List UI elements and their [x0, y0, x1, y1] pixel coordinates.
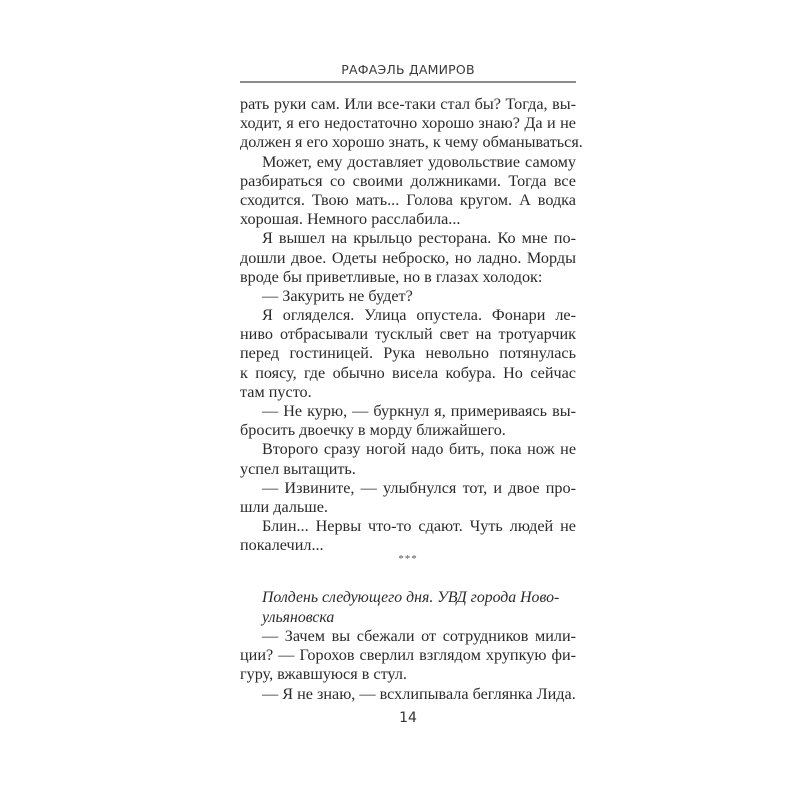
text-line: перед гостиницей. Рука невольно потянулась — [240, 344, 576, 363]
section-1-text — [240, 95, 583, 556]
text-line: сходится. Твою мать... Голова кругом. А водка — [240, 190, 576, 209]
header-rule — [240, 81, 576, 83]
text-line: бросить двоечку в морду ближайшего. — [240, 421, 506, 440]
running-head: РАФАЭЛЬ ДАМИРОВ — [341, 62, 475, 77]
text-line: вроде бы приветливые, но в глазах холодок: — [240, 267, 543, 286]
paragraph-first-line: — Зачем вы сбежали от сотрудников мили- — [262, 627, 576, 645]
text-line: покалечил... — [240, 536, 324, 555]
text-line: ции? — Горохов сверлил взглядом хрупкую фи- — [240, 646, 576, 665]
text-line: рать руки сам. Или все-таки стал бы? Тогда, вы- — [240, 95, 576, 113]
paragraph-first-line: Может, ему доставляет удовольствие самому — [262, 152, 576, 171]
paragraph-first-line: Я вышел на крыльцо ресторана. Ко мне по- — [262, 229, 576, 248]
text-line: ниво отбрасывали тусклый свет на тротуарчик — [240, 325, 576, 344]
paragraph-first-line: Блин... Нервы что-то сдают. Чуть людей не — [262, 517, 576, 536]
paragraph-first-line: — Не курю, — буркнул я, примериваясь вы- — [262, 402, 576, 420]
text-line: дошли двое. Одеты неброско, но ладно. Морды — [240, 248, 576, 267]
text-line: разбираться со своими должниками. Тогда все — [240, 171, 576, 190]
text-line: успел вытащить. — [240, 459, 356, 478]
paragraph-first-line: — Закурить не будет? — [262, 286, 413, 305]
text-line: ходит, я его недостаточно хорошо знаю? Да и не — [240, 114, 576, 133]
text-line: гуру, вжавшуюся в стул. — [240, 665, 407, 684]
scene-break: *** — [398, 553, 418, 565]
text-line: должен я его хорошо знать, к чему обманываться. — [240, 133, 583, 152]
paragraph-first-line: — Извините, — улыбнулся тот, и двое про- — [262, 478, 576, 497]
paragraph-first-line: Второго сразу ногой надо бить, пока нож не — [262, 440, 576, 459]
book-page — [240, 0, 583, 800]
text-line: к поясу, где обычно висела кобура. Но сейчас — [240, 363, 576, 382]
section-heading-line: ульяновска — [262, 608, 335, 626]
text-line: хорошая. Немного расслабила... — [240, 210, 461, 229]
text-line: там пусто. — [240, 382, 312, 401]
text-line: шли дальше. — [240, 497, 328, 516]
paragraph-first-line: — Я не знаю, — всхлипывала беглянка Лида. — [262, 684, 576, 703]
paragraph-first-line: Я огляделся. Улица опустела. Фонари ле- — [262, 306, 576, 325]
page-number: 14 — [399, 710, 417, 726]
section-heading-line: Полдень следующего дня. УВД города Ново- — [262, 589, 560, 606]
section-2-text — [240, 627, 576, 704]
section-heading — [262, 588, 576, 627]
